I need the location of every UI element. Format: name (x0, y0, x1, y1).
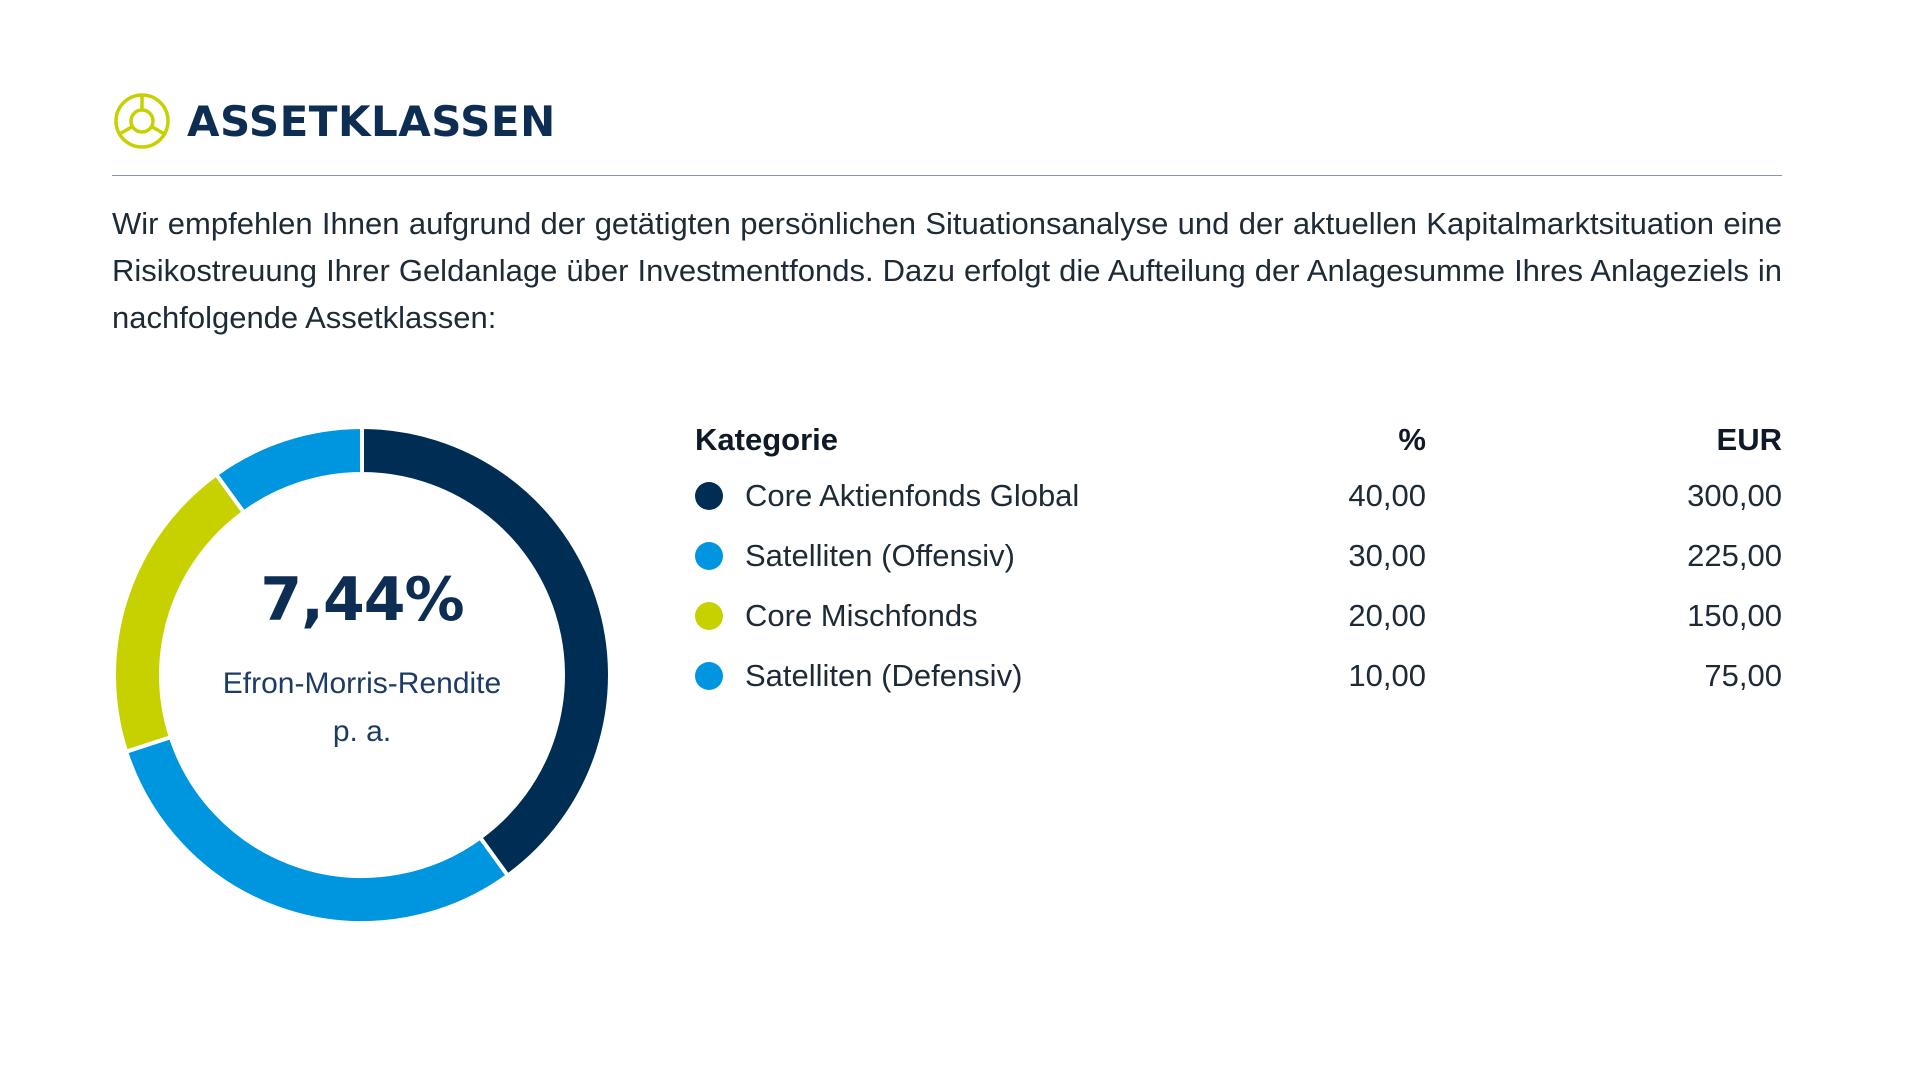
return-caption-line2: p. a. (332, 715, 392, 748)
row-percent: 40,00 (1348, 478, 1426, 513)
return-value: 7,44% (260, 565, 464, 635)
table-row (695, 588, 1782, 648)
row-category: Satelliten (Defensiv) (745, 658, 1023, 693)
intro-paragraph: Wir empfehlen Ihnen aufgrund der getätigten persönlichen Situationsanalyse und der aktuellen Kapitalmarktsituation eine Risikostreuung Ihrer Geldanlage über Investmentfonds. Dazu erfolgt die Aufteilung der Anlagesumme Ihres Anlageziels in nachfolgende Assetklassen: (112, 206, 1782, 335)
row-eur: 225,00 (1687, 538, 1782, 573)
legend-dot (695, 662, 723, 690)
legend-dot (695, 602, 723, 630)
row-eur: 150,00 (1687, 598, 1782, 633)
legend-dot (695, 542, 723, 570)
donut-chart-svg (112, 415, 612, 935)
header-percent: % (1398, 422, 1426, 457)
donut-slice-1 (362, 427, 610, 876)
row-eur: 75,00 (1704, 658, 1782, 693)
donut-chart (112, 415, 612, 935)
row-percent: 10,00 (1348, 658, 1426, 693)
row-category: Core Aktienfonds Global (745, 478, 1080, 513)
table-row (695, 648, 1782, 708)
page-title: ASSETKLASSEN (187, 96, 556, 146)
donut-slice-3 (114, 474, 244, 751)
row-percent: 20,00 (1348, 598, 1426, 633)
header-eur: EUR (1716, 422, 1782, 457)
legend-dot (695, 482, 723, 510)
row-percent: 30,00 (1348, 538, 1426, 573)
section-header (112, 88, 556, 154)
allocation-table (695, 412, 1782, 708)
steering-wheel-icon (112, 91, 172, 151)
row-category: Satelliten (Offensiv) (745, 538, 1015, 573)
row-eur: 300,00 (1687, 478, 1782, 513)
donut-slice-4 (216, 427, 362, 512)
header-divider (112, 175, 1782, 176)
donut-slice-2 (126, 737, 508, 923)
table-row (695, 528, 1782, 588)
page (112, 0, 1782, 1080)
row-category: Core Mischfonds (745, 598, 978, 633)
table-row (695, 468, 1782, 528)
table-header-row (695, 412, 1782, 468)
return-caption-line1: Efron-Morris-Rendite (222, 667, 502, 700)
header-category: Kategorie (695, 422, 838, 457)
